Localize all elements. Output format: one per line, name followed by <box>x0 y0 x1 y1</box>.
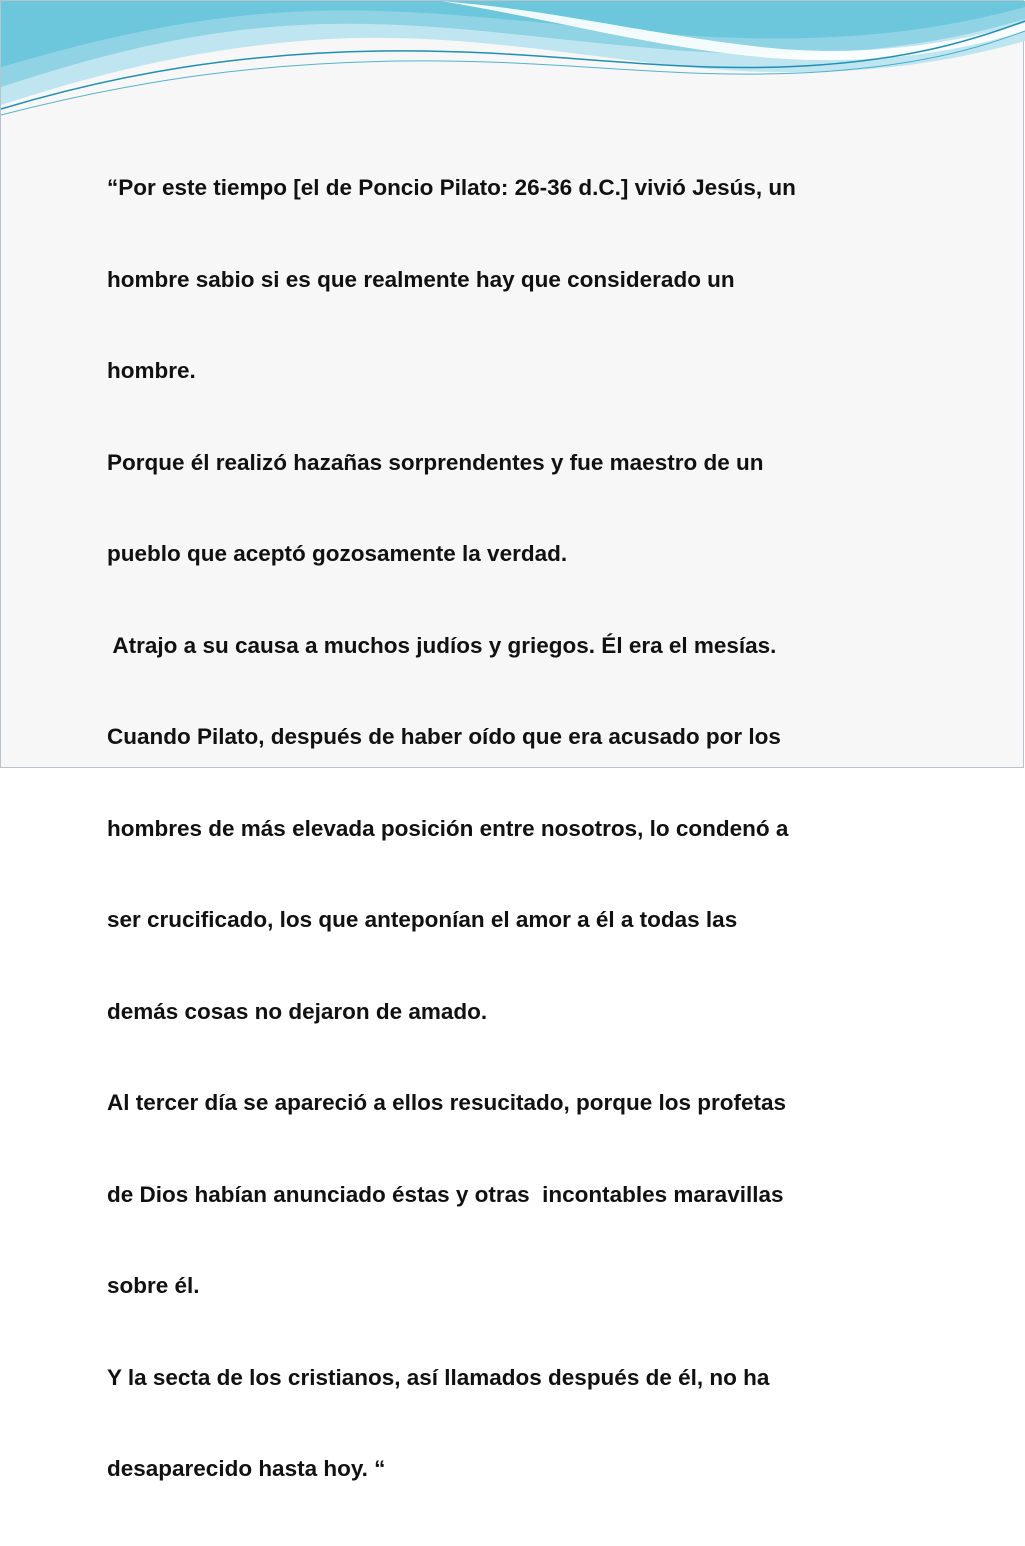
text-line: ser crucificado, los que anteponían el amor a él a todas las <box>107 907 738 932</box>
text-line: Atrajo a su causa a muchos judíos y griegos. Él era el mesías. <box>107 632 777 658</box>
text-line: Cuando Pilato, después de haber oído que era acusado por los <box>107 724 781 749</box>
text-line: desaparecido hasta hoy. “ <box>107 1456 386 1481</box>
text-line: hombre. <box>107 358 196 383</box>
text-line: sobre él. <box>107 1273 200 1298</box>
text-line: hombres de más elevada posición entre nosotros, lo condenó a <box>107 815 789 841</box>
text-line: Al tercer día se apareció a ellos resucitado, porque los profetas <box>107 1090 786 1115</box>
quote-text-block <box>107 112 907 1546</box>
text-line: “Por este tiempo [el de Poncio Pilato: 26-36 d.C.] vivió Jesús, un <box>107 175 796 200</box>
text-line: pueblo que aceptó gozosamente la verdad. <box>107 541 568 566</box>
text-line: hombre sabio si es que realmente hay que considerado un <box>107 266 735 292</box>
text-line: Y la secta de los cristianos, así llamados después de él, no ha <box>107 1364 770 1390</box>
text-line: Porque él realizó hazañas sorprendentes y fue maestro de un <box>107 449 764 475</box>
text-line: de Dios habían anunciado éstas y otras incontables maravillas <box>107 1181 784 1207</box>
text-line: demás cosas no dejaron de amado. <box>107 998 488 1024</box>
